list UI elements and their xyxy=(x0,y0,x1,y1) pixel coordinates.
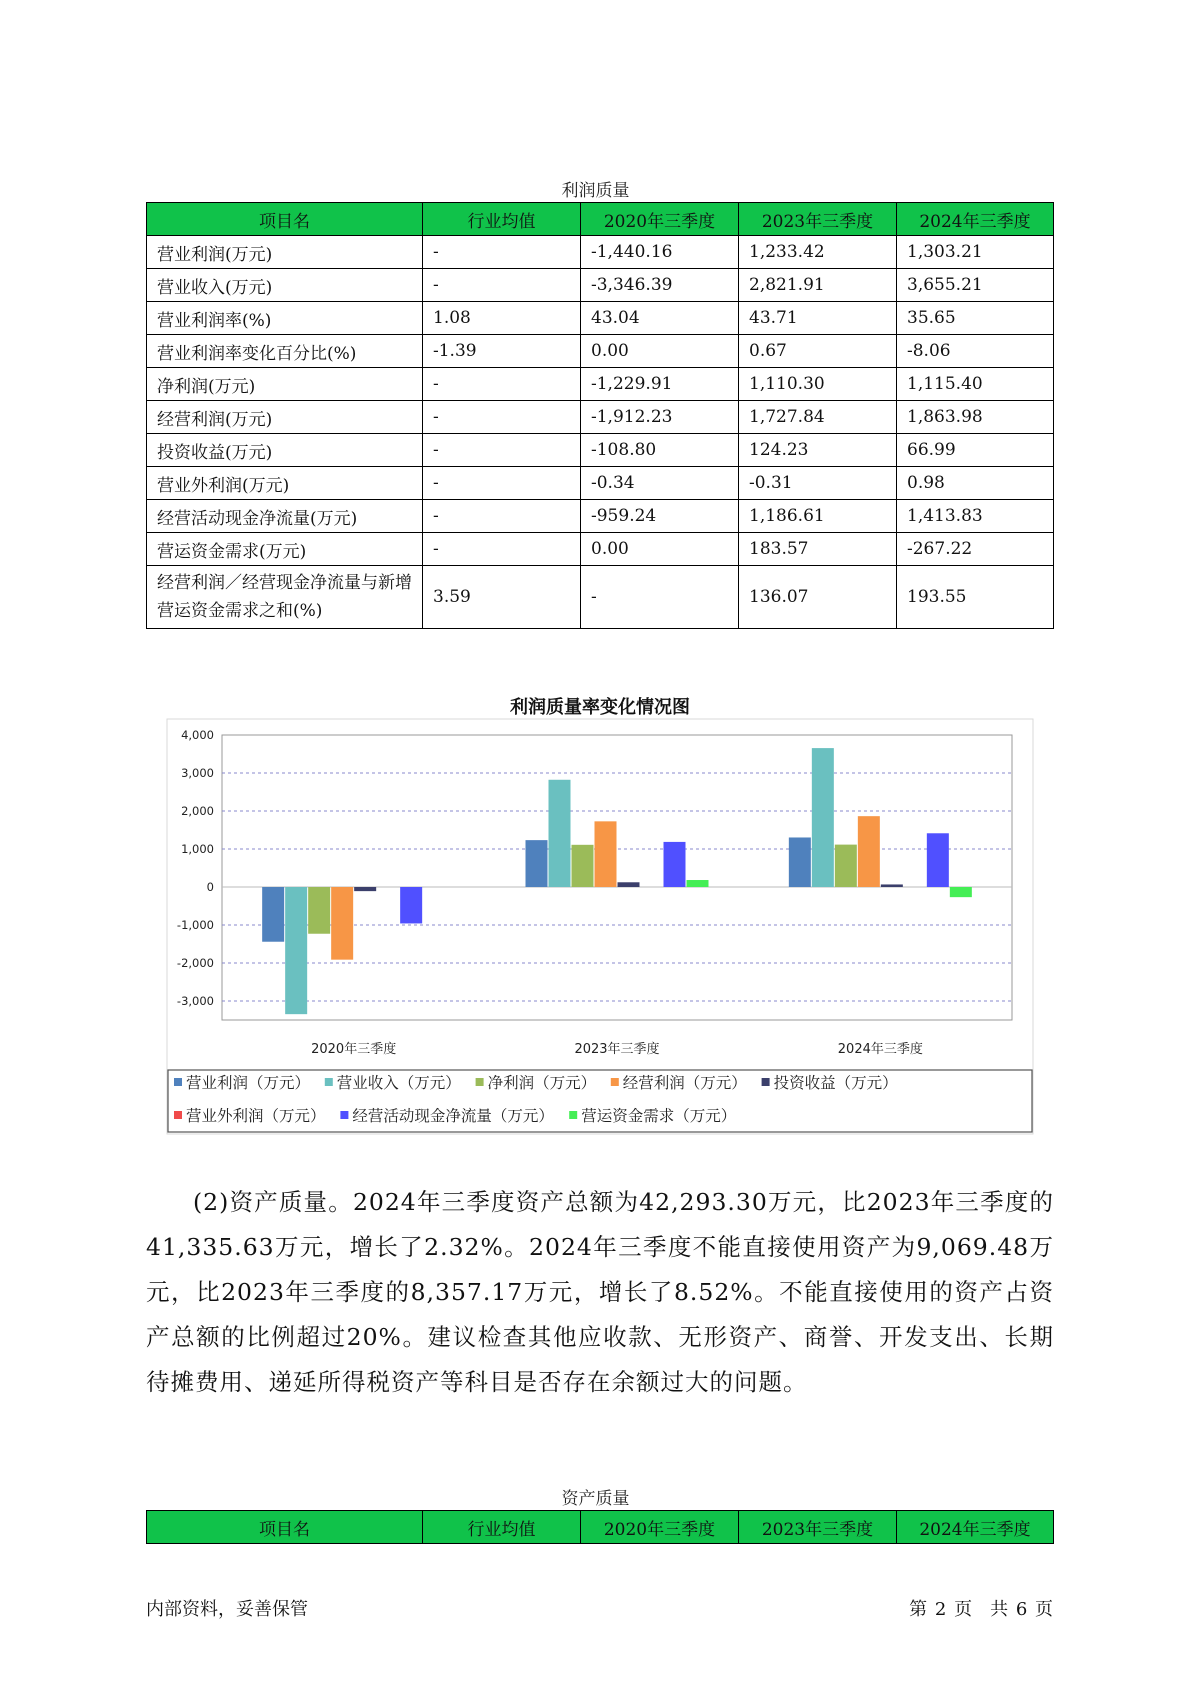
legend-swatch xyxy=(611,1078,619,1086)
column-header: 2023年三季度 xyxy=(739,203,897,236)
table-cell: 3,655.21 xyxy=(897,269,1054,302)
asset-quality-table xyxy=(146,1510,1054,1544)
table-cell: 0.00 xyxy=(581,335,739,368)
table-cell: - xyxy=(423,500,581,533)
y-tick-label: 3,000 xyxy=(181,766,214,780)
column-header: 2024年三季度 xyxy=(897,203,1054,236)
column-header: 2020年三季度 xyxy=(581,203,739,236)
table-cell: 1,727.84 xyxy=(739,401,897,434)
table-cell: 投资收益(万元) xyxy=(147,434,423,467)
y-tick-label: -1,000 xyxy=(176,918,214,932)
table-cell: 66.99 xyxy=(897,434,1054,467)
table-cell: 1,186.61 xyxy=(739,500,897,533)
bar xyxy=(285,887,307,1014)
y-tick-label: -2,000 xyxy=(176,956,214,970)
bar xyxy=(354,887,376,891)
table-cell: -1,229.91 xyxy=(581,368,739,401)
bar xyxy=(400,887,422,923)
table-cell: 经营利润(万元) xyxy=(147,401,423,434)
table-cell: 183.57 xyxy=(739,533,897,566)
x-tick-label: 2024年三季度 xyxy=(837,1042,923,1057)
page-suffix: 页 xyxy=(1035,1599,1053,1620)
legend-entry: 营业利润（万元） xyxy=(186,1074,311,1092)
legend-entry: 净利润（万元） xyxy=(487,1074,597,1092)
table-cell: - xyxy=(581,566,739,629)
bar xyxy=(308,887,330,934)
bar xyxy=(572,845,594,887)
y-tick-label: 2,000 xyxy=(181,804,214,818)
table-cell: 经营利润／经营现金净流量与新增营运资金需求之和(%) xyxy=(147,566,423,629)
table-cell: 净利润(万元) xyxy=(147,368,423,401)
column-header: 行业均值 xyxy=(423,1511,581,1544)
page-mid: 页 共 xyxy=(954,1599,1009,1620)
table-cell: 2,821.91 xyxy=(739,269,897,302)
profit-table-caption: 利润质量 xyxy=(561,181,630,201)
bar xyxy=(526,840,548,887)
y-tick-label: -3,000 xyxy=(176,994,214,1008)
legend-entry: 营业外利润（万元） xyxy=(186,1107,326,1125)
y-tick-label: 0 xyxy=(206,880,214,894)
page-current: 2 xyxy=(934,1599,947,1620)
footer-confidential-note: 内部资料，妥善保管 xyxy=(146,1599,308,1620)
y-tick-label: 4,000 xyxy=(181,728,214,742)
chart-title: 利润质量率变化情况图 xyxy=(510,697,690,718)
bar xyxy=(331,887,353,960)
table-cell: 1,303.21 xyxy=(897,236,1054,269)
legend-swatch xyxy=(174,1078,182,1086)
legend-entry: 营业收入（万元） xyxy=(336,1074,461,1092)
table-cell: 43.71 xyxy=(739,302,897,335)
legend-entry: 经营活动现金净流量（万元） xyxy=(352,1107,554,1125)
table-cell: - xyxy=(423,368,581,401)
table-cell: - xyxy=(423,533,581,566)
table-cell: 1,863.98 xyxy=(897,401,1054,434)
bar xyxy=(835,845,857,887)
legend-entry: 营运资金需求（万元） xyxy=(581,1107,737,1125)
bar xyxy=(927,833,949,887)
bar xyxy=(881,884,903,887)
legend-entry: 投资收益（万元） xyxy=(773,1074,898,1092)
table-cell: 1,110.30 xyxy=(739,368,897,401)
bar xyxy=(858,816,880,887)
table-cell: 1,413.83 xyxy=(897,500,1054,533)
column-header: 项目名 xyxy=(147,203,423,236)
bar xyxy=(812,748,834,887)
bar xyxy=(664,842,686,887)
legend-swatch xyxy=(340,1111,348,1119)
table-cell: 1.08 xyxy=(423,302,581,335)
column-header: 项目名 xyxy=(147,1511,423,1544)
legend-swatch xyxy=(569,1111,577,1119)
table-cell: -1.39 xyxy=(423,335,581,368)
bar xyxy=(789,837,811,887)
x-tick-label: 2023年三季度 xyxy=(574,1042,660,1057)
table-cell: - xyxy=(423,401,581,434)
table-cell: - xyxy=(423,467,581,500)
asset-table-caption: 资产质量 xyxy=(561,1489,630,1509)
table-cell: -3,346.39 xyxy=(581,269,739,302)
bar xyxy=(595,821,617,887)
bar xyxy=(618,882,640,887)
bar xyxy=(687,880,709,887)
legend-swatch xyxy=(174,1111,182,1119)
legend-entry: 经营利润（万元） xyxy=(622,1074,747,1092)
bar xyxy=(262,887,284,942)
table-cell: -1,912.23 xyxy=(581,401,739,434)
table-cell: -1,440.16 xyxy=(581,236,739,269)
table-cell: 1,115.40 xyxy=(897,368,1054,401)
column-header: 行业均值 xyxy=(423,203,581,236)
table-cell: 1,233.42 xyxy=(739,236,897,269)
table-cell: - xyxy=(423,236,581,269)
legend-swatch xyxy=(762,1078,770,1086)
table-cell: 193.55 xyxy=(897,566,1054,629)
page-prefix: 第 xyxy=(909,1599,928,1620)
column-header: 2020年三季度 xyxy=(581,1511,739,1544)
table-cell: 营业利润率(%) xyxy=(147,302,423,335)
table-cell: 0.98 xyxy=(897,467,1054,500)
table-cell: 124.23 xyxy=(739,434,897,467)
bar xyxy=(549,780,571,887)
table-cell: 136.07 xyxy=(739,566,897,629)
table-cell: -0.34 xyxy=(581,467,739,500)
table-cell: 经营活动现金净流量(万元) xyxy=(147,500,423,533)
table-cell: 营业收入(万元) xyxy=(147,269,423,302)
table-cell: -108.80 xyxy=(581,434,739,467)
table-cell: -8.06 xyxy=(897,335,1054,368)
table-cell: 3.59 xyxy=(423,566,581,629)
column-header: 2024年三季度 xyxy=(897,1511,1054,1544)
table-cell: 营运资金需求(万元) xyxy=(147,533,423,566)
legend-swatch xyxy=(325,1078,333,1086)
column-header: 2023年三季度 xyxy=(739,1511,897,1544)
table-cell: -267.22 xyxy=(897,533,1054,566)
table-cell: 营业利润(万元) xyxy=(147,236,423,269)
table-cell: -959.24 xyxy=(581,500,739,533)
table-cell: 0.00 xyxy=(581,533,739,566)
table-cell: -0.31 xyxy=(739,467,897,500)
table-cell: 0.67 xyxy=(739,335,897,368)
bar xyxy=(950,887,972,897)
table-cell: 43.04 xyxy=(581,302,739,335)
table-header-row xyxy=(147,1511,1054,1544)
x-tick-label: 2020年三季度 xyxy=(311,1042,397,1057)
asset-quality-paragraph: (2)资产质量。2024年三季度资产总额为42,293.30万元，比2023年三季度的41,335.63万元，增长了2.32%。2024年三季度不能直接使用资产为9,069.48万元，比2023年三季度的8,357.17万元，增长了8.52%。不能直接使用的资产占资产总额的比例超过20%。建议检查其他应收款、无形资产、商誉、开发支出、长期待摊费用、递延所得税资产等科目是否存在余额过大的问题。 xyxy=(146,1188,1054,1396)
page-number xyxy=(907,1595,1053,1621)
table-cell: 营业外利润(万元) xyxy=(147,467,423,500)
page-total: 6 xyxy=(1015,1599,1028,1620)
table-cell: - xyxy=(423,434,581,467)
table-cell: 营业利润率变化百分比(%) xyxy=(147,335,423,368)
y-tick-label: 1,000 xyxy=(181,842,214,856)
table-cell: - xyxy=(423,269,581,302)
legend-swatch xyxy=(476,1078,484,1086)
table-cell: 35.65 xyxy=(897,302,1054,335)
